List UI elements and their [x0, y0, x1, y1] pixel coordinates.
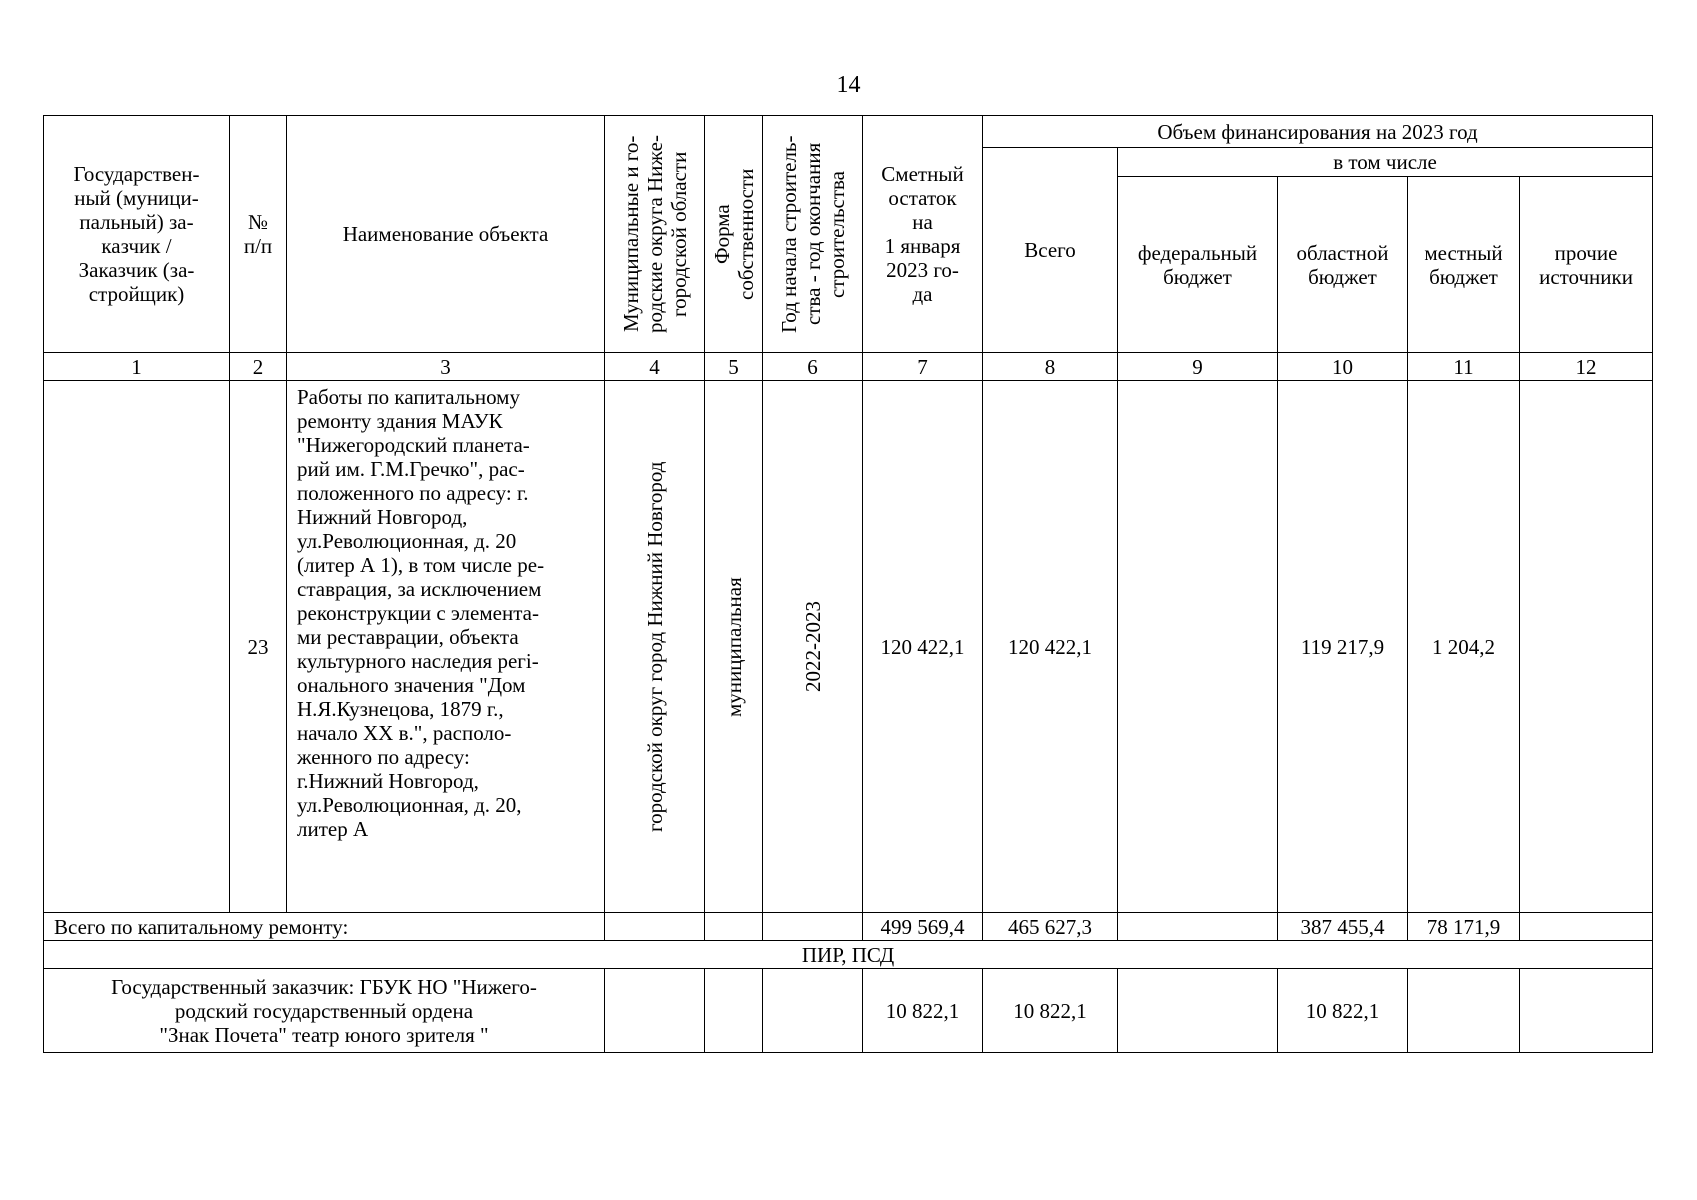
financing-table: [43, 115, 1653, 1053]
customer-label: Государственный заказчик: ГБУК НО "Нижего- родский государственный ордена "Знак Почета" театр юного зрителя ": [44, 969, 605, 1053]
page-number: 14: [836, 72, 861, 98]
total-label: Всего по капитальному ремонту:: [44, 913, 605, 941]
header-customer: Государствен- ный (муници- пальный) за- казчик / Заказчик (за- стройщик): [44, 116, 230, 353]
row-total: 120 422,1: [983, 381, 1118, 913]
header-estimate: Сметный остаток на 1 января 2023 го- да: [863, 116, 983, 353]
customer-federal: [1118, 969, 1278, 1053]
total-row: [44, 913, 1653, 941]
total-estimate: 499 569,4: [863, 913, 983, 941]
header-financing: Объем финансирования на 2023 год: [983, 116, 1653, 148]
column-number: 9: [1118, 353, 1278, 381]
table-row: [44, 381, 1653, 913]
header-years: Год начала строитель- ства - год окончания строительства: [763, 116, 863, 353]
table-row: [44, 969, 1653, 1053]
row-number: 23: [230, 381, 287, 913]
row-regional: 119 217,9: [1278, 381, 1408, 913]
header-ownership: Форма собственности: [705, 116, 763, 353]
row-federal: [1118, 381, 1278, 913]
customer-other: [1520, 969, 1653, 1053]
column-number: 1: [44, 353, 230, 381]
header-municipality: Муниципальные и го- родские округа Ниже- городской области: [605, 116, 705, 353]
header-number: № п/п: [230, 116, 287, 353]
header-other: прочие источники: [1520, 177, 1653, 353]
customer-total: 10 822,1: [983, 969, 1118, 1053]
total-local: 78 171,9: [1408, 913, 1520, 941]
customer-municipality: [605, 969, 705, 1053]
total-total: 465 627,3: [983, 913, 1118, 941]
section-row: [44, 941, 1653, 969]
header-local: местный бюджет: [1408, 177, 1520, 353]
total-years: [763, 913, 863, 941]
column-number: 11: [1408, 353, 1520, 381]
column-number: 5: [705, 353, 763, 381]
section-title: ПИР, ПСД: [44, 941, 1653, 969]
total-other: [1520, 913, 1653, 941]
column-number: 4: [605, 353, 705, 381]
total-regional: 387 455,4: [1278, 913, 1408, 941]
row-years: 2022-2023: [763, 381, 863, 913]
column-numbers-row: [44, 353, 1653, 381]
row-municipality: городской округ город Нижний Новгород: [605, 381, 705, 913]
column-number: 6: [763, 353, 863, 381]
column-number: 3: [287, 353, 605, 381]
header-including: в том числе: [1118, 148, 1653, 177]
row-other: [1520, 381, 1653, 913]
row-object-name: Работы по капитальному ремонту здания МАУК "Нижегородский планета- рий им. Г.М.Гречко", рас- положенного по адресу: г. Нижний Новгород, ул.Революционная, д. 20 (литер А 1), в том числе ре- ставрация, за исключением реконструкции с элемента- ми реставрации, объекта культурного наследия регi- онального значения "Дом Н.Я.Кузнецова, 1879 г., начало XX в.", располо- женного по адресу: г.Нижний Новгород, ул.Революционная, д. 20, литер А: [287, 381, 605, 913]
total-municipality: [605, 913, 705, 941]
customer-regional: 10 822,1: [1278, 969, 1408, 1053]
customer-years: [763, 969, 863, 1053]
row-ownership: муниципальная: [705, 381, 763, 913]
row-local: 1 204,2: [1408, 381, 1520, 913]
row-estimate: 120 422,1: [863, 381, 983, 913]
column-number: 12: [1520, 353, 1653, 381]
column-number: 10: [1278, 353, 1408, 381]
column-number: 8: [983, 353, 1118, 381]
customer-ownership: [705, 969, 763, 1053]
header-object-name: Наименование объекта: [287, 116, 605, 353]
header-regional: областной бюджет: [1278, 177, 1408, 353]
customer-estimate: 10 822,1: [863, 969, 983, 1053]
total-ownership: [705, 913, 763, 941]
header-total: Всего: [983, 148, 1118, 353]
header-federal: федеральный бюджет: [1118, 177, 1278, 353]
column-number: 7: [863, 353, 983, 381]
total-federal: [1118, 913, 1278, 941]
row-customer: [44, 381, 230, 913]
column-number: 2: [230, 353, 287, 381]
customer-local: [1408, 969, 1520, 1053]
